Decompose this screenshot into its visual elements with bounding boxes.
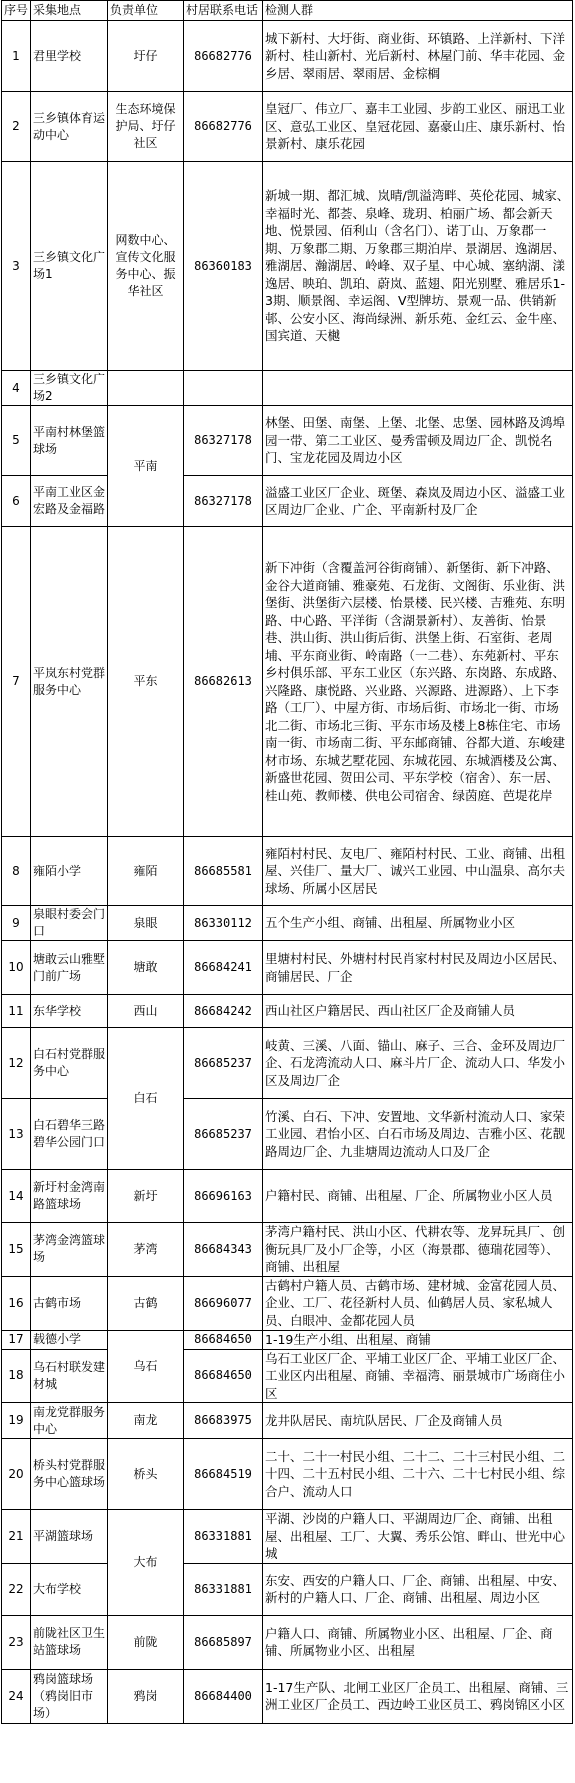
row-number: 12 <box>2 1028 31 1099</box>
table-row <box>2 1223 573 1277</box>
table-row <box>2 527 573 837</box>
table-header-row <box>2 1 573 21</box>
row-number: 7 <box>2 527 31 837</box>
row-site: 泉眼村委会门口 <box>31 906 108 941</box>
row-population: 岐黄、三溪、八面、锚山、麻子、三合、金环及周边厂企、石龙湾流动人口、麻斗片厂企、流动人口、华发小区及周边厂企 <box>263 1028 573 1099</box>
row-number: 5 <box>2 406 31 476</box>
row-number: 19 <box>2 1403 31 1439</box>
row-number: 3 <box>2 162 31 371</box>
row-site: 前陇社区卫生站篮球场 <box>31 1615 108 1669</box>
row-population: 西山社区户籍居民、西山社区厂企及商铺人员 <box>263 995 573 1028</box>
row-unit: 古鹤 <box>108 1276 184 1330</box>
row-unit: 桥头 <box>108 1439 184 1510</box>
row-phone: 86330112 <box>184 906 263 941</box>
row-number: 4 <box>2 371 31 406</box>
header-unit: 负责单位 <box>108 1 184 21</box>
table-row <box>2 995 573 1028</box>
row-number: 1 <box>2 21 31 92</box>
row-unit: 乌石 <box>108 1330 184 1403</box>
table-row <box>2 371 573 406</box>
row-phone: 86684400 <box>184 1669 263 1723</box>
row-population: 1-19生产小组、出租屋、商铺 <box>263 1330 573 1349</box>
row-phone: 86696077 <box>184 1276 263 1330</box>
row-number: 15 <box>2 1223 31 1277</box>
row-population: 平湖、沙岗的户籍人口、平湖周边厂企、商铺、出租屋、出租屋、工厂、大翼、秀乐公馆、畔山、世光中心城 <box>263 1510 573 1564</box>
row-population: 城下新村、大圩街、商业街、环镇路、上洋新村、下洋新村、桂山新村、光后新村、林屋门前、华丰花园、金乡居、翠雨居、翠雨居、金棕榈 <box>263 21 573 92</box>
row-population: 溢盛工业区厂企业、斑堡、森岚及周边小区、溢盛工业区周边厂企业、广企、平南新村及厂企 <box>263 476 573 527</box>
row-site: 君里学校 <box>31 21 108 92</box>
row-phone: 86682776 <box>184 21 263 92</box>
row-number: 10 <box>2 941 31 995</box>
table-row <box>2 941 573 995</box>
row-population: 五个生产小组、商铺、出租屋、所属物业小区 <box>263 906 573 941</box>
row-site: 载德小学 <box>31 1330 108 1349</box>
row-number: 14 <box>2 1170 31 1223</box>
row-population: 龙井队居民、南坑队居民、厂企及商铺人员 <box>263 1403 573 1439</box>
row-unit: 南龙 <box>108 1403 184 1439</box>
header-site: 采集地点 <box>31 1 108 21</box>
row-site: 三乡镇体育运动中心 <box>31 92 108 162</box>
row-unit: 泉眼 <box>108 906 184 941</box>
row-unit: 鸦岗 <box>108 1669 184 1723</box>
row-population <box>263 371 573 406</box>
row-unit: 圩仔 <box>108 21 184 92</box>
row-population: 乌石工业区厂企、平埔工业区厂企、平埔工业区厂企、工业区内出租屋、商铺、幸福湾、丽景城市广场商住小区 <box>263 1349 573 1403</box>
row-phone: 86684650 <box>184 1330 263 1349</box>
row-population: 户籍村民、商铺、出租屋、厂企、所属物业小区人员 <box>263 1170 573 1223</box>
row-phone: 86331881 <box>184 1510 263 1564</box>
row-population: 林堡、田堡、南堡、上堡、北堡、忠堡、园林路及鸿埠园一带、第二工业区、曼秀雷顿及周边厂企、凯悦名门、宝龙花园及周边小区 <box>263 406 573 476</box>
row-site: 茅湾金湾篮球场 <box>31 1223 108 1277</box>
row-site: 南龙党群服务中心 <box>31 1403 108 1439</box>
table-row <box>2 162 573 371</box>
row-population: 茅湾户籍村民、洪山小区、代耕农等、龙昇玩具厂、创衡玩具厂及小厂企等，小区（海景郡、德瑞花园等）、商铺、出租屋 <box>263 1223 573 1277</box>
table-row <box>2 92 573 162</box>
row-site: 三乡镇文化广场2 <box>31 371 108 406</box>
row-number: 23 <box>2 1615 31 1669</box>
row-population: 雍陌村村民、友电厂、雍陌村村民、工业、商铺、出租屋、兴佳厂、量大厂、诚兴工业园、中山温泉、高尔夫球场、所属小区居民 <box>263 837 573 906</box>
row-phone: 86685237 <box>184 1028 263 1099</box>
row-site: 白石碧华三路碧华公园门口 <box>31 1099 108 1170</box>
table-row <box>2 1170 573 1223</box>
row-phone: 86684343 <box>184 1223 263 1277</box>
row-phone <box>184 371 263 406</box>
table-row <box>2 906 573 941</box>
table-row <box>2 1403 573 1439</box>
row-site: 白石村党群服务中心 <box>31 1028 108 1099</box>
table-row <box>2 1099 573 1170</box>
row-site: 平南工业区金宏路及金福路 <box>31 476 108 527</box>
row-phone: 86684650 <box>184 1349 263 1403</box>
row-phone: 86327178 <box>184 406 263 476</box>
table-row <box>2 1276 573 1330</box>
row-phone: 86360183 <box>184 162 263 371</box>
row-phone: 86327178 <box>184 476 263 527</box>
row-site: 平湖篮球场 <box>31 1510 108 1564</box>
row-unit: 茅湾 <box>108 1223 184 1277</box>
row-unit: 西山 <box>108 995 184 1028</box>
header-number: 序号 <box>2 1 31 21</box>
row-phone: 86682613 <box>184 527 263 837</box>
table-row <box>2 1510 573 1564</box>
table-row <box>2 406 573 476</box>
row-unit: 塘敢 <box>108 941 184 995</box>
row-site: 桥头村党群服务中心篮球场 <box>31 1439 108 1510</box>
row-phone: 86684519 <box>184 1439 263 1510</box>
row-site: 平南村林堡篮球场 <box>31 406 108 476</box>
row-number: 13 <box>2 1099 31 1170</box>
row-site: 古鹤市场 <box>31 1276 108 1330</box>
row-population: 户籍人口、商铺、所属物业小区、出租屋、厂企、商铺、所属物业小区、出租屋 <box>263 1615 573 1669</box>
row-population: 1-17生产队、北闸工业区厂企员工、出租屋、商铺、三洲工业区厂企员工、西边岭工业区员工、鸦岗锦区小区 <box>263 1669 573 1723</box>
header-population: 检测人群 <box>263 1 573 21</box>
row-number: 2 <box>2 92 31 162</box>
row-population: 皇冠厂、伟立厂、嘉丰工业园、步韵工业区、丽迅工业区、意弘工业区、皇冠花园、嘉豪山庄、康乐新村、怡景新村、康乐花园 <box>263 92 573 162</box>
table-row <box>2 1349 573 1403</box>
row-number: 17 <box>2 1330 31 1349</box>
row-population: 二十、二十一村民小组、二十二、二十三村民小组、二十四、二十五村民小组、二十六、二十七村民小组、综合户、流动人口 <box>263 1439 573 1510</box>
row-number: 22 <box>2 1563 31 1615</box>
table-row <box>2 1669 573 1723</box>
row-phone: 86331881 <box>184 1563 263 1615</box>
row-unit <box>108 371 184 406</box>
row-unit: 大布 <box>108 1510 184 1616</box>
table-row <box>2 1439 573 1510</box>
collection-site-table <box>1 0 573 1724</box>
row-phone: 86685581 <box>184 837 263 906</box>
row-unit: 新圩 <box>108 1170 184 1223</box>
row-number: 20 <box>2 1439 31 1510</box>
table-row <box>2 837 573 906</box>
row-unit: 平南 <box>108 406 184 527</box>
row-number: 21 <box>2 1510 31 1564</box>
row-unit: 网数中心、宣传文化服务中心、振华社区 <box>108 162 184 371</box>
row-site: 雍陌小学 <box>31 837 108 906</box>
row-population: 新城一期、都汇城、岚晴/凯溢湾畔、英伦花园、城家、幸福时光、都荟、泉峰、珑玥、柏丽广场、都会新天地、悦景园、佰利山（含名门）、诺丁山、万象郡一期、万象郡二期、万象郡三期泊岸、景湖居、逸湖居、雅湖居、瀚湖居、岭峰、双子星、中心城、塞纳湖、漾逸居、映珀、凯珀、蔚岚、蓝翅、阳光别墅、雅居乐1-3期、顺景阁、幸运阁、V型牌坊、景观一品、供销新邨、公安小区、海尚绿洲、新乐苑、金红云、金牛座、国宾道、天樾 <box>263 162 573 371</box>
table-row <box>2 21 573 92</box>
row-unit: 前陇 <box>108 1615 184 1669</box>
row-phone: 86683975 <box>184 1403 263 1439</box>
row-unit: 雍陌 <box>108 837 184 906</box>
row-population: 竹溪、白石、下冲、安置地、文华新村流动人口、家荣工业园、君怡小区、白石市场及周边、吉雅小区、花靓路周边厂企、九韭塘周边流动人口及厂企 <box>263 1099 573 1170</box>
row-population: 东安、西安的户籍人口、厂企、商铺、出租屋、中安、新村的户籍人口、厂企、商铺、出租屋、周边小区 <box>263 1563 573 1615</box>
row-number: 9 <box>2 906 31 941</box>
row-site: 新圩村金湾南路篮球场 <box>31 1170 108 1223</box>
table-row <box>2 1028 573 1099</box>
row-number: 6 <box>2 476 31 527</box>
row-unit: 生态环境保护局、圩仔社区 <box>108 92 184 162</box>
collection-site-table-container <box>1 0 572 1724</box>
row-phone: 86684241 <box>184 941 263 995</box>
row-population: 古鹤村户籍人员、古鹤市场、建材城、金富花园人员、企业、工厂、花径新村人员、仙鹤居人员、家私城人员、白眼冲、金都花园人员 <box>263 1276 573 1330</box>
row-population: 新下冲街（含覆盖河谷街商铺）、新堡街、新下冲路、金谷大道商铺、雅豪苑、石龙街、文阁街、乐业街、洪堡街、洪堡街六层楼、怡景楼、民兴楼、吉雅苑、东明路、中心路、平洋街（含湖景新村）、友善街、怡景巷、洪山街、洪山街后街、洪堡上街、石室街、老周埔、平东商业街、岭南路（一二巷）、东苑新村、平东乡村俱乐部、平东工业区（东兴路、东岗路、东成路、兴隆路、康悦路、兴业路、兴源路、进源路）、上下李路（工厂）、中屋方街、市场后街、市场北一街、市场北二街、市场北三街、平东市场及楼上8栋住宅、市场南一街、市场南二街、平东邮商铺、谷都大道、东峻建材市场、东城艺墅花园、东城花园、东城酒楼及公寓、新盛世花园、贺田公司、平东学校（宿舍）、东一居、桂山苑、教师楼、供电公司宿舍、绿茵庭、芭堤花岸 <box>263 527 573 837</box>
row-number: 11 <box>2 995 31 1028</box>
row-phone: 86696163 <box>184 1170 263 1223</box>
row-phone: 86684242 <box>184 995 263 1028</box>
row-site: 三乡镇文化广场1 <box>31 162 108 371</box>
row-site: 乌石村联发建材城 <box>31 1349 108 1403</box>
row-number: 24 <box>2 1669 31 1723</box>
row-site: 平岚东村党群服务中心 <box>31 527 108 837</box>
row-site: 东华学校 <box>31 995 108 1028</box>
table-row <box>2 1330 573 1349</box>
row-number: 8 <box>2 837 31 906</box>
row-unit: 白石 <box>108 1028 184 1170</box>
row-unit: 平东 <box>108 527 184 837</box>
row-site: 塘敢云山雅墅门前广场 <box>31 941 108 995</box>
row-number: 18 <box>2 1349 31 1403</box>
table-row <box>2 476 573 527</box>
row-population: 里塘村村民、外塘村村民肖家村村民及周边小区居民、商铺居民、厂企 <box>263 941 573 995</box>
row-phone: 86685897 <box>184 1615 263 1669</box>
row-site: 鸦岗篮球场（鸦岗旧市场） <box>31 1669 108 1723</box>
row-phone: 86682776 <box>184 92 263 162</box>
table-row <box>2 1615 573 1669</box>
table-row <box>2 1563 573 1615</box>
header-phone: 村居联系电话 <box>184 1 263 21</box>
row-phone: 86685237 <box>184 1099 263 1170</box>
row-site: 大布学校 <box>31 1563 108 1615</box>
row-number: 16 <box>2 1276 31 1330</box>
